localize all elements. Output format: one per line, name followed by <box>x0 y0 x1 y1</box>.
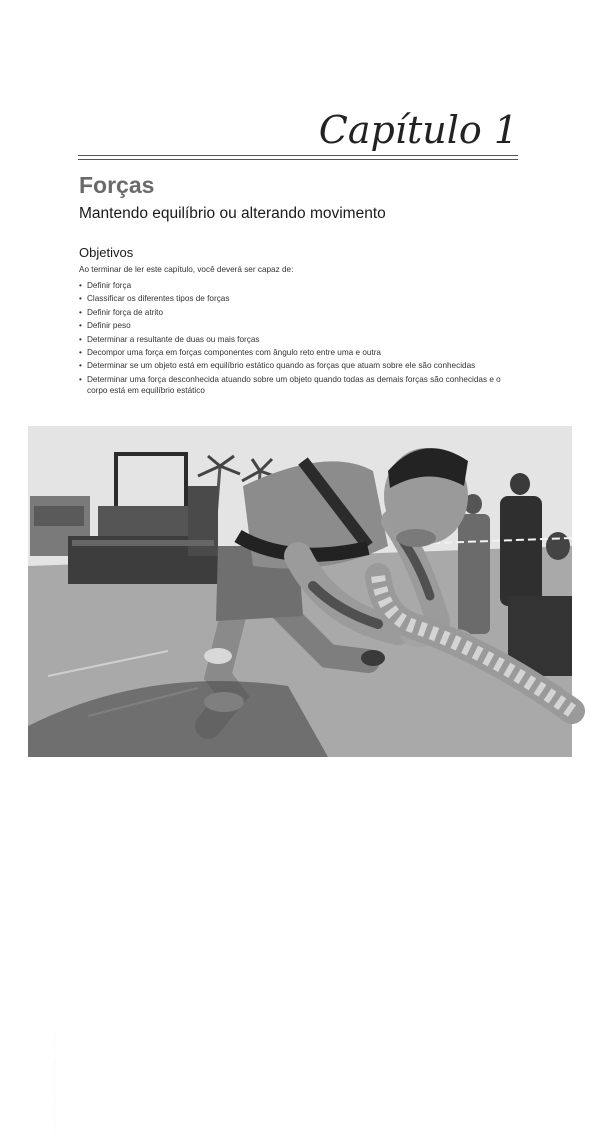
objective-text: Determinar se um objeto está em equilíbrio estático quando as forças que atuam sobre ele são conhecidas <box>87 361 476 371</box>
objective-text: Determinar a resultante de duas ou mais forças <box>87 334 260 344</box>
objective-item <box>79 321 519 332</box>
objective-text: Decompor uma força em forças componentes com ângulo reto entre uma e outra <box>87 348 381 358</box>
bullet-glyph: • <box>79 307 82 317</box>
bullet-glyph: • <box>79 281 82 290</box>
objective-text: Definir força de atrito <box>87 307 163 317</box>
chapter-subtitle: Mantendo equilíbrio ou alterando movimento <box>79 205 386 222</box>
objective-item <box>79 375 519 397</box>
chapter-label: Capítulo 1 <box>318 108 518 152</box>
objective-item <box>79 294 519 305</box>
bullet-glyph: • <box>79 334 82 344</box>
bullet-glyph: • <box>79 361 82 371</box>
objective-item <box>79 361 519 372</box>
objectives-list <box>79 281 519 399</box>
chapter-title: Forças <box>79 172 155 198</box>
objective-item <box>79 348 519 359</box>
photo-credit: © Roger Gallegos/ZUMA Press, Inc./Alamy <box>52 1031 58 1136</box>
bullet-glyph: • <box>79 294 82 304</box>
strongman-rope-pull-photo <box>28 426 572 1136</box>
header-rule-bottom <box>78 159 518 160</box>
bullet-glyph: • <box>79 374 82 384</box>
bullet-glyph: • <box>79 321 82 331</box>
objective-item <box>79 281 519 292</box>
objective-text: Definir peso <box>87 321 131 331</box>
objectives-heading: Objetivos <box>79 245 134 260</box>
objective-text: Determinar uma força desconhecida atuando sobre um objeto quando todas as demais forças são conhecidas e o corpo está em equilíbrio estático <box>87 374 501 395</box>
objectives-intro: Ao terminar de ler este capítulo, você deverá ser capaz de: <box>79 265 294 274</box>
bullet-glyph: • <box>79 348 82 358</box>
objective-item <box>79 335 519 346</box>
header-rule-top <box>78 155 518 156</box>
objective-item <box>79 308 519 319</box>
photo-illustration <box>28 426 572 757</box>
objective-text: Definir força <box>87 281 132 290</box>
objective-text: Classificar os diferentes tipos de forças <box>87 294 230 304</box>
